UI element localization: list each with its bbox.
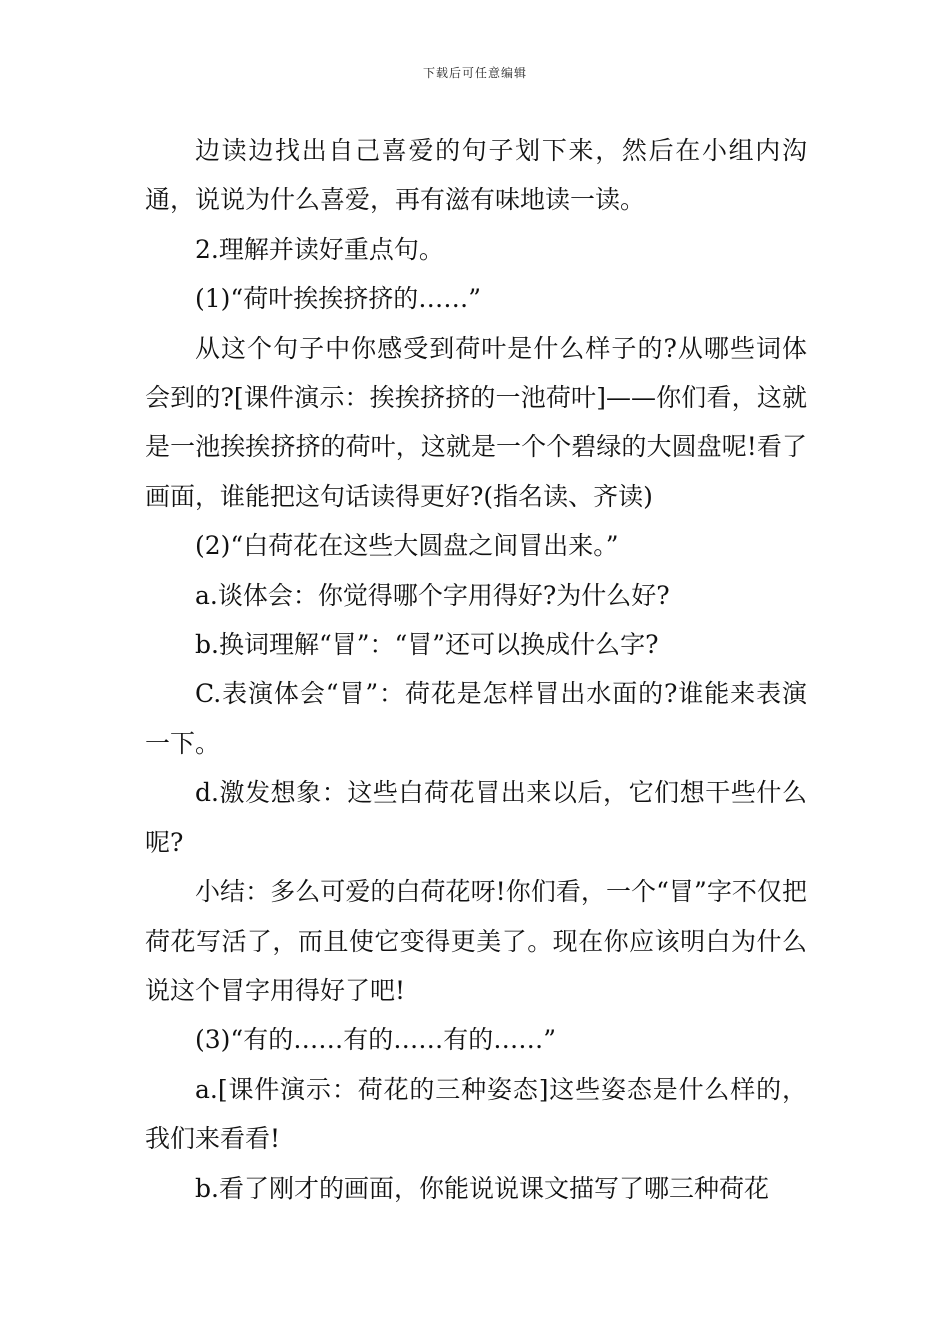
- paragraph: 小结：多么可爱的白荷花呀!你们看，一个“冒”字不仅把荷花写活了，而且使它变得更美了。现在你应该明白为什么说这个冒字用得好了吧!: [145, 877, 807, 1005]
- paragraph: 2.理解并读好重点句。: [195, 234, 444, 264]
- paragraph: 边读边找出自己喜爱的句子划下来，然后在小组内沟通，说说为什么喜爱，再有滋有味地读一读。: [145, 136, 807, 215]
- paragraph: a.谈体会：你觉得哪个字用得好?为什么好?: [195, 580, 670, 610]
- paragraph: a.[课件演示：荷花的三种姿态]这些姿态是什么样的，我们来看看!: [145, 1074, 807, 1154]
- paragraph: 从这个句子中你感受到荷叶是什么样子的?从哪些词体会到的?[课件演示：挨挨挤挤的一池荷叶]——你们看，这就是一池挨挨挤挤的荷叶，这就是一个个碧绿的大圆盘呢!看了画面，谁能把这句话读得更好?(指名读、齐读): [145, 333, 807, 511]
- page-header: 下载后可任意编辑: [422, 66, 527, 80]
- paragraph: (1)“荷叶挨挨挤挤的……”: [195, 284, 481, 314]
- paragraph: b.看了刚才的画面，你能说说课文描写了哪三种荷花: [195, 1173, 769, 1203]
- paragraph: d.激发想象：这些白荷花冒出来以后，它们想干些什么呢?: [145, 778, 807, 857]
- document-body: [145, 126, 807, 1213]
- paragraph: (2)“白荷花在这些大圆盘之间冒出来。”: [195, 531, 619, 561]
- paragraph: (3)“有的……有的……有的……”: [195, 1025, 556, 1055]
- paragraph: C.表演体会“冒”：荷花是怎样冒出水面的?谁能来表演一下。: [145, 679, 807, 758]
- paragraph: b.换词理解“冒”：“冒”还可以换成什么字?: [195, 630, 659, 660]
